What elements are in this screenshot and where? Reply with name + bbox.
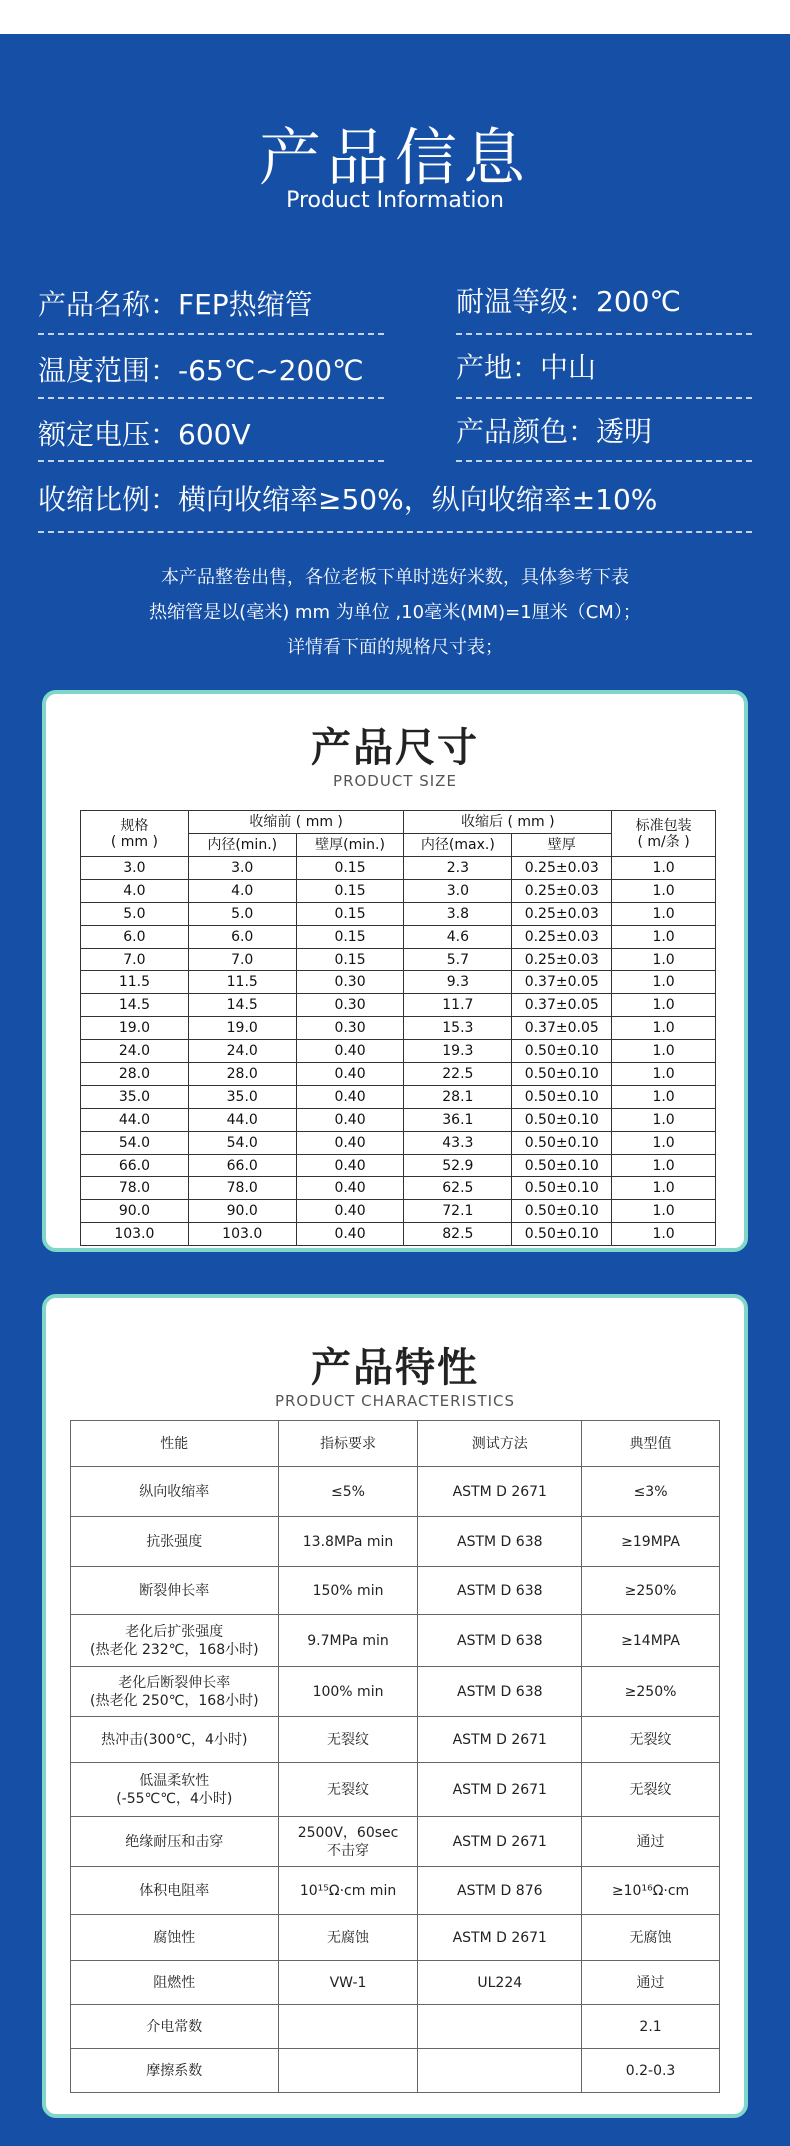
table-cell: ASTM D 638 [418, 1517, 582, 1567]
table-cell: 0.50±0.10 [512, 1108, 612, 1131]
table-cell: 0.15 [296, 879, 404, 902]
table-cell: 体积电阻率 [71, 1867, 279, 1915]
table-row [81, 925, 716, 948]
table-row [71, 1517, 720, 1567]
table-cell: 0.25±0.03 [512, 902, 612, 925]
table-cell: 24.0 [81, 1040, 189, 1063]
table-cell: 82.5 [404, 1223, 512, 1246]
table-cell: 5.0 [81, 902, 189, 925]
table-row [81, 994, 716, 1017]
table-row [81, 1177, 716, 1200]
header-spec-unit: ( mm ) [110, 833, 158, 850]
table-cell: 老化后断裂伸长率 (热老化 250℃，168小时) [71, 1667, 279, 1717]
table-header-row [71, 1421, 720, 1467]
table-cell: 无腐蚀 [582, 1915, 720, 1961]
table-cell: 24.0 [188, 1040, 296, 1063]
table-cell: 无裂纹 [582, 1763, 720, 1817]
table-cell: ≤3% [582, 1467, 720, 1517]
table-cell: 绝缘耐压和击穿 [71, 1817, 279, 1867]
table-cell: 纵向收缩率 [71, 1467, 279, 1517]
table-cell: 1.0 [612, 1063, 716, 1086]
table-cell: 0.40 [296, 1177, 404, 1200]
note-line: 详情看下面的规格尺寸表； [287, 637, 503, 658]
table-cell: 78.0 [188, 1177, 296, 1200]
divider [456, 397, 752, 399]
table-cell: 无腐蚀 [278, 1915, 418, 1961]
table-cell: 66.0 [81, 1154, 189, 1177]
section-subtitle: PRODUCT CHARACTERISTICS [274, 1392, 516, 1410]
table-row [81, 857, 716, 880]
table-cell: 抗张强度 [71, 1517, 279, 1567]
header-pack: 标准包装 [635, 817, 692, 834]
table-cell: 1.0 [612, 1040, 716, 1063]
table-cell: 0.30 [296, 1017, 404, 1040]
table-cell: 0.37±0.05 [512, 994, 612, 1017]
table-cell: 2.1 [582, 2005, 720, 2049]
table-cell: 4.0 [188, 879, 296, 902]
header-before: 收缩前 ( mm ) [188, 811, 404, 834]
table-cell: 1.0 [612, 1131, 716, 1154]
table-cell: 0.2-0.3 [582, 2049, 720, 2093]
table-cell: 腐蚀性 [71, 1915, 279, 1961]
divider [38, 460, 384, 462]
table-cell: 0.15 [296, 948, 404, 971]
header-cell: 性能 [71, 1421, 279, 1467]
table-cell: 103.0 [188, 1223, 296, 1246]
table-row [81, 1063, 716, 1086]
table-cell: 0.40 [296, 1223, 404, 1246]
table-cell: ≥250% [582, 1567, 720, 1615]
divider [38, 397, 384, 399]
table-row [71, 1667, 720, 1717]
table-cell: ASTM D 638 [418, 1615, 582, 1667]
table-cell: 4.6 [404, 925, 512, 948]
table-cell: 1.0 [612, 1108, 716, 1131]
table-cell: 1.0 [612, 1177, 716, 1200]
table-cell: 0.50±0.10 [512, 1154, 612, 1177]
table-cell: 1.0 [612, 971, 716, 994]
table-cell: 0.50±0.10 [512, 1223, 612, 1246]
info-product-name: 产品名称：FEP热缩管 [38, 288, 313, 321]
table-cell: 1.0 [612, 1200, 716, 1223]
note-line: 本产品整卷出售，各位老板下单时选好米数，具体参考下表 [161, 567, 629, 588]
table-cell: 150% min [278, 1567, 418, 1615]
table-cell: 0.40 [296, 1200, 404, 1223]
table-cell: 54.0 [188, 1131, 296, 1154]
info-origin: 产地：中山 [456, 351, 597, 384]
page-title: 产品信息 [258, 121, 531, 194]
table-cell: 44.0 [188, 1108, 296, 1131]
table-row [71, 1567, 720, 1615]
table-cell: 无裂纹 [582, 1717, 720, 1763]
table-cell: 5.7 [404, 948, 512, 971]
table-cell: 54.0 [81, 1131, 189, 1154]
table-cell: 介电常数 [71, 2005, 279, 2049]
table-cell: ≥19MPA [582, 1517, 720, 1567]
table-cell: ≥14MPA [582, 1615, 720, 1667]
table-cell: 0.50±0.10 [512, 1200, 612, 1223]
table-cell: 1.0 [612, 1017, 716, 1040]
table-cell: ASTM D 2671 [418, 1467, 582, 1517]
table-cell: 22.5 [404, 1063, 512, 1086]
table-cell: 14.5 [188, 994, 296, 1017]
table-cell: 0.25±0.03 [512, 948, 612, 971]
table-cell: 1.0 [612, 925, 716, 948]
table-cell: ≥10¹⁶Ω·cm [582, 1867, 720, 1915]
table-row [71, 2049, 720, 2093]
divider [38, 333, 384, 335]
table-cell: 7.0 [188, 948, 296, 971]
table-cell: ASTM D 2671 [418, 1763, 582, 1817]
table-cell: 0.15 [296, 857, 404, 880]
table-row [71, 1467, 720, 1517]
table-cell: 44.0 [81, 1108, 189, 1131]
table-cell: 0.37±0.05 [512, 1017, 612, 1040]
table-row [81, 1154, 716, 1177]
table-cell: 通过 [582, 1961, 720, 2005]
section-subtitle: PRODUCT SIZE [333, 772, 457, 790]
header-cell: 典型值 [582, 1421, 720, 1467]
table-cell: 摩擦系数 [71, 2049, 279, 2093]
table-cell: 90.0 [188, 1200, 296, 1223]
table-cell: 3.8 [404, 902, 512, 925]
table-cell: 36.1 [404, 1108, 512, 1131]
table-cell: 3.0 [81, 857, 189, 880]
table-cell: ASTM D 638 [418, 1667, 582, 1717]
table-row [81, 879, 716, 902]
table-row [81, 971, 716, 994]
table-cell: 78.0 [81, 1177, 189, 1200]
table-cell: 28.0 [81, 1063, 189, 1086]
table-cell: 阻燃性 [71, 1961, 279, 2005]
table-cell: 15.3 [404, 1017, 512, 1040]
table-cell: 14.5 [81, 994, 189, 1017]
table-cell: VW-1 [278, 1961, 418, 2005]
table-cell: 1.0 [612, 1085, 716, 1108]
table-cell: 通过 [582, 1817, 720, 1867]
table-cell: 66.0 [188, 1154, 296, 1177]
header-after: 收缩后 ( mm ) [404, 811, 612, 834]
table-cell: 3.0 [404, 879, 512, 902]
table-cell: 1.0 [612, 948, 716, 971]
table-row [81, 1017, 716, 1040]
table-row [71, 1615, 720, 1667]
table-cell: 0.50±0.10 [512, 1131, 612, 1154]
header-spec: 规格 [120, 817, 149, 834]
table-row [81, 1085, 716, 1108]
table-cell: 5.0 [188, 902, 296, 925]
table-cell: 11.5 [188, 971, 296, 994]
info-voltage: 额定电压：600V [38, 418, 251, 451]
table-cell: 1.0 [612, 902, 716, 925]
table-cell: 1.0 [612, 1154, 716, 1177]
table-cell: ASTM D 2671 [418, 1915, 582, 1961]
table-cell: 2.3 [404, 857, 512, 880]
table-cell: 0.25±0.03 [512, 879, 612, 902]
note-line: 热缩管是以(毫米) mm 为单位 ,10毫米(MM)=1厘米（CM）； [149, 602, 641, 623]
table-cell: 断裂伸长率 [71, 1567, 279, 1615]
table-cell: 10¹⁵Ω·cm min [278, 1867, 418, 1915]
table-cell: 0.40 [296, 1085, 404, 1108]
table-cell [278, 2005, 418, 2049]
info-temp-range: 温度范围：-65℃~200℃ [38, 354, 364, 387]
table-cell [418, 2005, 582, 2049]
section-title: 产品尺寸 [311, 725, 479, 771]
table-cell: 0.50±0.10 [512, 1177, 612, 1200]
table-cell: 0.40 [296, 1154, 404, 1177]
info-color: 产品颜色：透明 [456, 415, 653, 448]
table-row [71, 1915, 720, 1961]
table-cell: 19.0 [188, 1017, 296, 1040]
table-cell: 3.0 [188, 857, 296, 880]
header-cell [612, 811, 716, 857]
table-cell: 0.30 [296, 971, 404, 994]
table-cell: ASTM D 2671 [418, 1717, 582, 1763]
table-cell: 热冲击(300℃，4小时) [71, 1717, 279, 1763]
table-cell [418, 2049, 582, 2093]
table-cell: 0.40 [296, 1040, 404, 1063]
table-row [71, 1867, 720, 1915]
table-row [71, 2005, 720, 2049]
table-cell: 1.0 [612, 879, 716, 902]
table-cell: 0.50±0.10 [512, 1040, 612, 1063]
table-cell: 28.1 [404, 1085, 512, 1108]
table-row [81, 1108, 716, 1131]
table-row [71, 1763, 720, 1817]
table-cell: 4.0 [81, 879, 189, 902]
table-row [81, 1040, 716, 1063]
header-cell: 指标要求 [278, 1421, 418, 1467]
header-wall-min: 壁厚(min.) [296, 834, 404, 857]
section-title: 产品特性 [311, 1345, 479, 1391]
table-cell: 1.0 [612, 994, 716, 1017]
table-cell: 103.0 [81, 1223, 189, 1246]
table-cell: 1.0 [612, 1223, 716, 1246]
divider [38, 531, 752, 533]
table-cell [278, 2049, 418, 2093]
table-cell: 1.0 [612, 857, 716, 880]
header-inner-min: 内径(min.) [188, 834, 296, 857]
characteristics-table [70, 1420, 720, 2093]
table-cell: 90.0 [81, 1200, 189, 1223]
table-cell: 13.8MPa min [278, 1517, 418, 1567]
page-subtitle: Product Information [286, 188, 504, 213]
table-cell: 72.1 [404, 1200, 512, 1223]
product-size-card [42, 690, 748, 1252]
table-cell: 19.3 [404, 1040, 512, 1063]
table-cell: 0.15 [296, 902, 404, 925]
table-cell: 0.15 [296, 925, 404, 948]
size-table [80, 810, 716, 1246]
table-row [81, 1223, 716, 1246]
table-cell: ≥250% [582, 1667, 720, 1717]
info-temp-grade: 耐温等级：200℃ [456, 285, 681, 318]
table-cell: 0.40 [296, 1063, 404, 1086]
table-cell: 0.37±0.05 [512, 971, 612, 994]
table-cell: ASTM D 638 [418, 1567, 582, 1615]
table-row [81, 1200, 716, 1223]
table-cell: 无裂纹 [278, 1717, 418, 1763]
table-cell: 52.9 [404, 1154, 512, 1177]
product-characteristics-card [42, 1294, 748, 2118]
table-cell: 0.40 [296, 1108, 404, 1131]
header-pack-unit: ( m/条 ) [637, 833, 690, 850]
table-cell: 0.50±0.10 [512, 1085, 612, 1108]
table-cell: 2500V，60sec 不击穿 [278, 1817, 418, 1867]
table-cell: 9.7MPa min [278, 1615, 418, 1667]
table-row [71, 1961, 720, 2005]
table-cell: 43.3 [404, 1131, 512, 1154]
table-row [81, 948, 716, 971]
table-cell: 28.0 [188, 1063, 296, 1086]
header-inner-max: 内径(max.) [404, 834, 512, 857]
table-cell: 老化后扩张强度 (热老化 232℃，168小时) [71, 1615, 279, 1667]
table-cell: ASTM D 876 [418, 1867, 582, 1915]
header-cell: 测试方法 [418, 1421, 582, 1467]
table-cell: 11.5 [81, 971, 189, 994]
table-cell: 无裂纹 [278, 1763, 418, 1817]
table-row [71, 1717, 720, 1763]
table-cell: 11.7 [404, 994, 512, 1017]
divider [456, 460, 752, 462]
divider [456, 333, 752, 335]
header-wall: 壁厚 [512, 834, 612, 857]
table-cell: 62.5 [404, 1177, 512, 1200]
table-cell: 6.0 [188, 925, 296, 948]
table-row [81, 1131, 716, 1154]
table-cell: 19.0 [81, 1017, 189, 1040]
table-row [81, 902, 716, 925]
table-cell: 0.40 [296, 1131, 404, 1154]
table-cell: 0.30 [296, 994, 404, 1017]
table-row [71, 1817, 720, 1867]
table-cell: 7.0 [81, 948, 189, 971]
table-cell: ASTM D 2671 [418, 1817, 582, 1867]
table-cell: 35.0 [188, 1085, 296, 1108]
table-cell: 0.50±0.10 [512, 1063, 612, 1086]
table-cell: 9.3 [404, 971, 512, 994]
table-cell: 100% min [278, 1667, 418, 1717]
table-cell: UL224 [418, 1961, 582, 2005]
table-cell: 0.25±0.03 [512, 925, 612, 948]
table-cell: 低温柔软性 (-55℃℃，4小时) [71, 1763, 279, 1817]
table-cell: 35.0 [81, 1085, 189, 1108]
table-cell: 6.0 [81, 925, 189, 948]
header-cell [81, 811, 189, 857]
table-cell: ≤5% [278, 1467, 418, 1517]
info-shrink-ratio: 收缩比例：横向收缩率≥50%，纵向收缩率±10% [38, 483, 658, 516]
table-cell: 0.25±0.03 [512, 857, 612, 880]
